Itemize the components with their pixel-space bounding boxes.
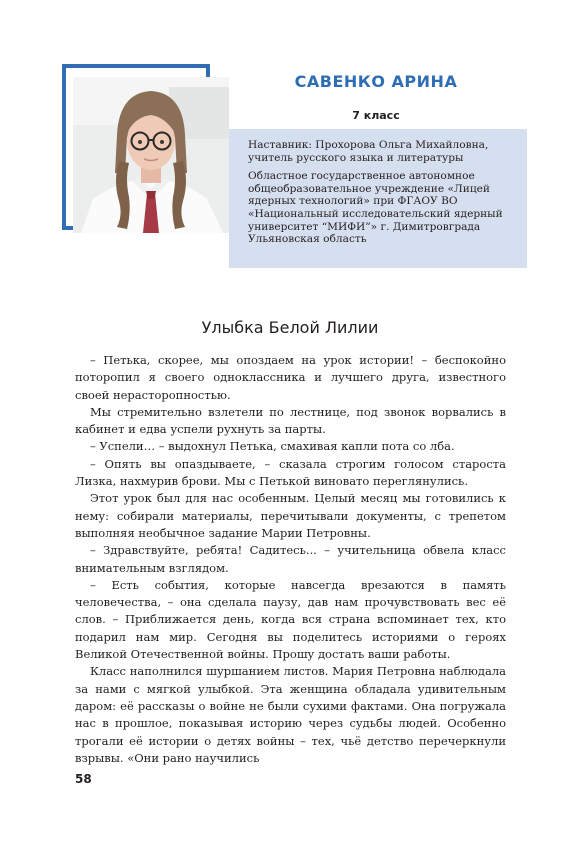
story-paragraph: – Здравствуйте, ребята! Садитесь... – учительница обвела класс внимательным взглядом. [75,543,506,575]
author-grade: 7 класс [352,109,400,122]
story-paragraph: – Успели… – выдохнул Петька, смахивая капли пота со лба. [90,439,455,454]
page-number: 58 [75,772,92,786]
story-body [75,352,506,767]
story-paragraph: – Есть события, которые навсегда врезаются в память человечества, – она сделала паузу, дав нам прочувствовать вес её слов. – Приближается день, когда вся страна вспоминает тех, кто подарил нам мир. Сегодня вы поделитесь историями о героях Великой Отечественной войны. Прошу достать ваши работы. [75,577,506,662]
story-title: Улыбка Белой Лилии [201,318,379,337]
author-info-box [229,129,527,268]
mentor-text: Наставник: Прохорова Ольга Михайловна, учитель русского языка и литературы [248,139,489,164]
author-photo [73,77,229,233]
story-paragraph: – Петька, скорее, мы опоздаем на урок истории! – беспокойно поторопил я своего одноклассника и лучшего друга, известного своей нерасторопностью. [75,353,506,402]
author-portrait-image [73,77,229,233]
author-name: САВЕНКО АРИНА [294,72,458,91]
school-text: Областное государственное автономное общеобразовательное учреждение «Лицей ядерных технологий» при ФГАОУ ВО «Национальный исследовательский ядерный университет “МИФИ”» г. Димитровграда Ульяновская область [248,170,503,246]
story-paragraph: Класс наполнился шуршанием листов. Мария Петровна наблюдала за нами с мягкой улыбкой. Эта женщина обладала удивительным даром: её рассказы о войне не были сухими фактами. Она погружала нас в прошлое, показывая историю через судьбы людей. Особенно трогали её истории о детях войны – тех, чьё детство перечеркнули взрывы. «Они рано научились [75,664,506,765]
story-paragraph: Мы стремительно взлетели по лестнице, под звонок ворвались в кабинет и едва успели рухнуть за парты. [75,404,506,437]
story-paragraph: Этот урок был для нас особенным. Целый месяц мы готовились к нему: собирали материалы, перечитывали документы, с трепетом выполняя необычное задание Марии Петровны. [75,491,506,540]
story-paragraph: – Опять вы опаздываете, – сказала строгим голосом староста Лизка, нахмурив брови. Мы с Петькой виновато переглянулись. [75,456,506,489]
